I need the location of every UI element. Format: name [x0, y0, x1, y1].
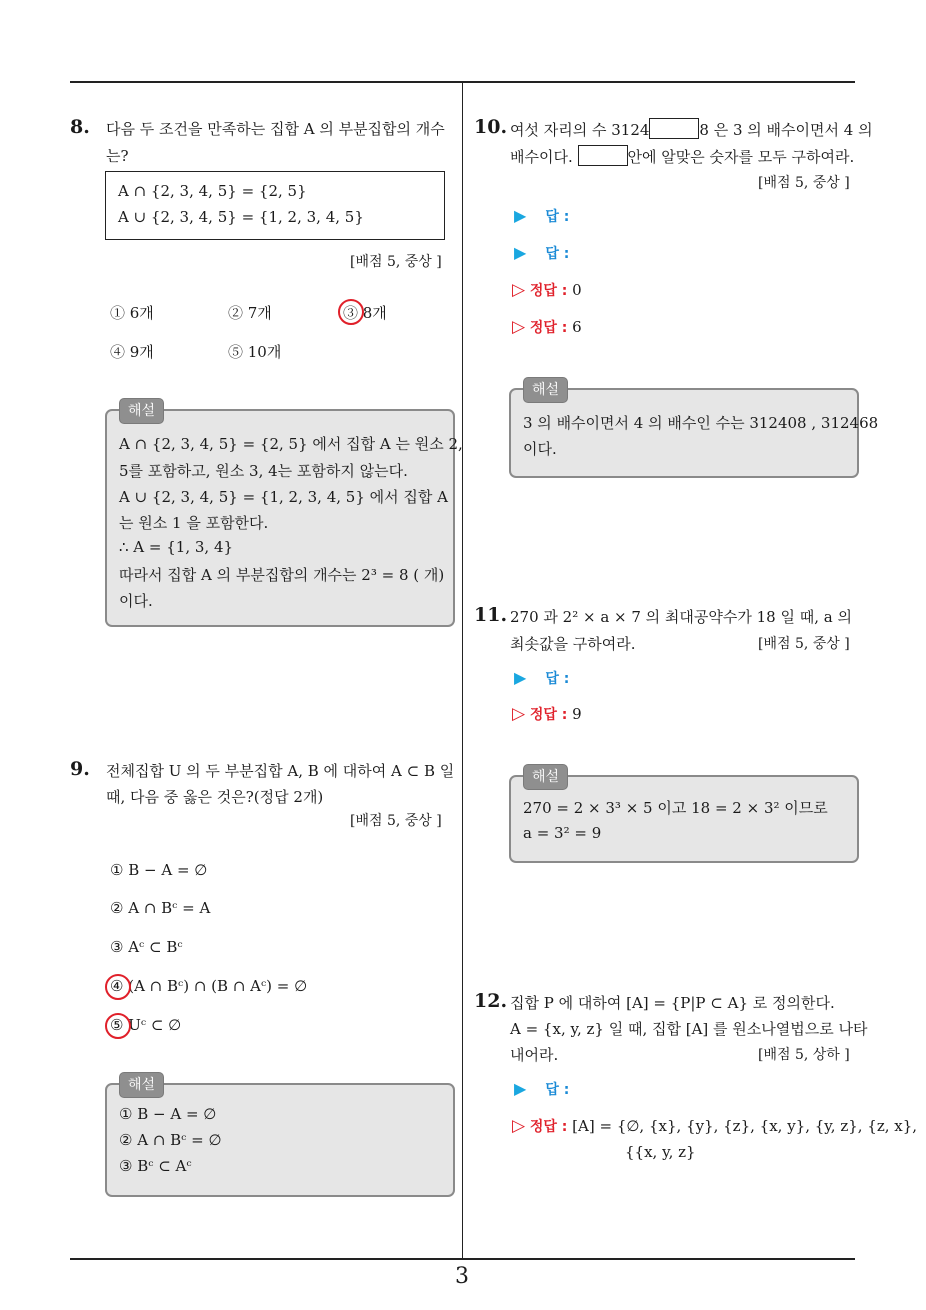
score-label: [배점 5, 중상 ] — [350, 254, 442, 270]
question-text: 다음 두 조건을 만족하는 집합 A 의 부분집합의 개수 — [106, 120, 445, 138]
explanation-line: a = 3² = 9 — [523, 824, 602, 842]
play-triangle-icon: ▶ — [514, 206, 527, 225]
question-text — [510, 145, 854, 167]
explanation-line: ① B − A = ∅ — [119, 1105, 217, 1123]
explanation-line: ② A ∩ Bᶜ = ∅ — [119, 1131, 222, 1149]
correct-label: 정답 : — [529, 707, 568, 723]
explanation-line: 이다. — [119, 592, 153, 610]
score-label: [배점 5, 중상 ] — [350, 813, 442, 829]
question-number: 10. — [474, 116, 508, 138]
explanation-line: ∴ A = {1, 3, 4} — [119, 538, 234, 556]
answer-label: 답 : — [545, 1082, 570, 1098]
column-divider — [462, 83, 463, 1260]
answer-row[interactable] — [514, 1079, 569, 1099]
correct-label: 정답 : — [529, 320, 568, 336]
play-triangle-icon: ▶ — [514, 1079, 527, 1098]
outline-triangle-icon: ▷ — [512, 317, 526, 337]
answer-row[interactable] — [514, 668, 569, 688]
condition-line: A ∪ {2, 3, 4, 5} = {1, 2, 3, 4, 5} — [118, 208, 364, 226]
blank-box — [578, 145, 628, 166]
correct-answer-row — [512, 704, 582, 724]
explanation-line: 이다. — [523, 440, 557, 458]
question-number: 11. — [474, 604, 508, 626]
explanation-line: 3 의 배수이면서 4 의 배수인 수는 312408 , 312468 — [523, 414, 879, 432]
question-text: 내어라. — [510, 1046, 559, 1064]
choice-3[interactable]: ③ 8개 — [343, 304, 387, 322]
explanation-tag: 해설 — [119, 398, 164, 424]
question-text: 집합 P 에 대하여 [A] = {P|P ⊂ A} 로 정의한다. — [510, 994, 835, 1012]
question-text-part: 배수이다. — [510, 148, 573, 166]
question-text: 는? — [106, 147, 129, 165]
explanation-line: A ∩ {2, 3, 4, 5} = {2, 5} 에서 집합 A 는 원소 2, — [119, 435, 463, 453]
explanation-line: A ∪ {2, 3, 4, 5} = {1, 2, 3, 4, 5} 에서 집합 A — [119, 488, 448, 506]
outline-triangle-icon: ▷ — [512, 704, 526, 724]
choice-2[interactable]: ② A ∩ Bᶜ = A — [110, 899, 211, 917]
condition-line: A ∩ {2, 3, 4, 5} = {2, 5} — [118, 182, 307, 200]
blank-box — [649, 118, 699, 139]
selected-mark-circle-icon — [105, 974, 131, 1000]
answer-row[interactable] — [514, 206, 569, 226]
play-triangle-icon: ▶ — [514, 243, 527, 262]
outline-triangle-icon: ▷ — [512, 280, 526, 300]
question-text-part: 안에 알맞은 숫자를 모두 구하여라. — [627, 148, 855, 166]
explanation-line: 270 = 2 × 3³ × 5 이고 18 = 2 × 3² 이므로 — [523, 799, 828, 817]
question-number: 12. — [474, 990, 508, 1012]
explanation-box — [105, 1083, 455, 1197]
question-number: 8. — [70, 116, 90, 138]
choice-5[interactable]: ⑤ Uᶜ ⊂ ∅ — [110, 1016, 182, 1034]
question-text — [510, 118, 873, 140]
correct-answer-row — [512, 317, 582, 337]
answer-label: 답 : — [545, 209, 570, 225]
explanation-tag: 해설 — [119, 1072, 164, 1098]
play-triangle-icon: ▶ — [514, 668, 527, 687]
correct-value: 6 — [572, 318, 582, 336]
page-number: 3 — [455, 1264, 469, 1289]
selected-mark-circle-icon — [105, 1013, 131, 1039]
explanation-line: 는 원소 1 을 포함한다. — [119, 514, 269, 532]
correct-answer-row — [512, 1116, 917, 1136]
question-text: 때, 다음 중 옳은 것은?(정답 2개) — [106, 788, 324, 806]
answer-label: 답 : — [545, 246, 570, 262]
footer-rule — [70, 1258, 855, 1260]
choice-1[interactable]: ① B − A = ∅ — [110, 861, 208, 879]
correct-value: [A] = {∅, {x}, {y}, {z}, {x, y}, {y, z}, {z, x}, — [572, 1117, 918, 1135]
explanation-tag: 해설 — [523, 764, 568, 790]
correct-value: 9 — [572, 705, 582, 723]
selected-mark-circle-icon — [338, 299, 364, 325]
correct-label: 정답 : — [529, 1119, 568, 1135]
answer-label: 답 : — [545, 671, 570, 687]
choice-3[interactable]: ③ Aᶜ ⊂ Bᶜ — [110, 938, 183, 956]
question-text-part: 여섯 자리의 수 3124 — [510, 121, 650, 139]
score-label: [배점 5, 중상 ] — [758, 636, 850, 652]
explanation-line: 5를 포함하고, 원소 3, 4는 포함하지 않는다. — [119, 462, 408, 480]
question-text: 전체집합 U 의 두 부분집합 A, B 에 대하여 A ⊂ B 일 — [106, 762, 455, 780]
condition-box — [105, 171, 445, 240]
explanation-line: ③ Bᶜ ⊂ Aᶜ — [119, 1157, 192, 1175]
question-text-part: 8 은 3 의 배수이면서 4 의 — [699, 121, 873, 139]
explanation-box — [105, 409, 463, 627]
correct-label: 정답 : — [529, 283, 568, 299]
question-text: 270 과 2² × a × 7 의 최대공약수가 18 일 때, a 의 — [510, 608, 852, 626]
correct-value: 0 — [572, 281, 582, 299]
explanation-tag: 해설 — [523, 377, 568, 403]
explanation-line: 따라서 집합 A 의 부분집합의 개수는 2³ = 8 ( 개) — [119, 566, 445, 584]
choice-5[interactable]: ⑤ 10개 — [228, 343, 282, 361]
answer-row[interactable] — [514, 243, 569, 263]
choice-1[interactable]: ① 6개 — [110, 304, 154, 322]
outline-triangle-icon: ▷ — [512, 1116, 526, 1136]
correct-answer-row — [512, 280, 582, 300]
question-number: 9. — [70, 758, 90, 780]
score-label: [배점 5, 상하 ] — [758, 1047, 850, 1063]
choice-4[interactable]: ④ (A ∩ Bᶜ) ∩ (B ∩ Aᶜ) = ∅ — [110, 977, 308, 995]
question-text: 최솟값을 구하여라. — [510, 635, 636, 653]
choice-2[interactable]: ② 7개 — [228, 304, 272, 322]
correct-value-continued: {{x, y, z} — [625, 1143, 696, 1161]
choice-4[interactable]: ④ 9개 — [110, 343, 154, 361]
question-text: A = {x, y, z} 일 때, 집합 [A] 를 원소나열법으로 나타 — [510, 1020, 868, 1038]
score-label: [배점 5, 중상 ] — [758, 175, 850, 191]
